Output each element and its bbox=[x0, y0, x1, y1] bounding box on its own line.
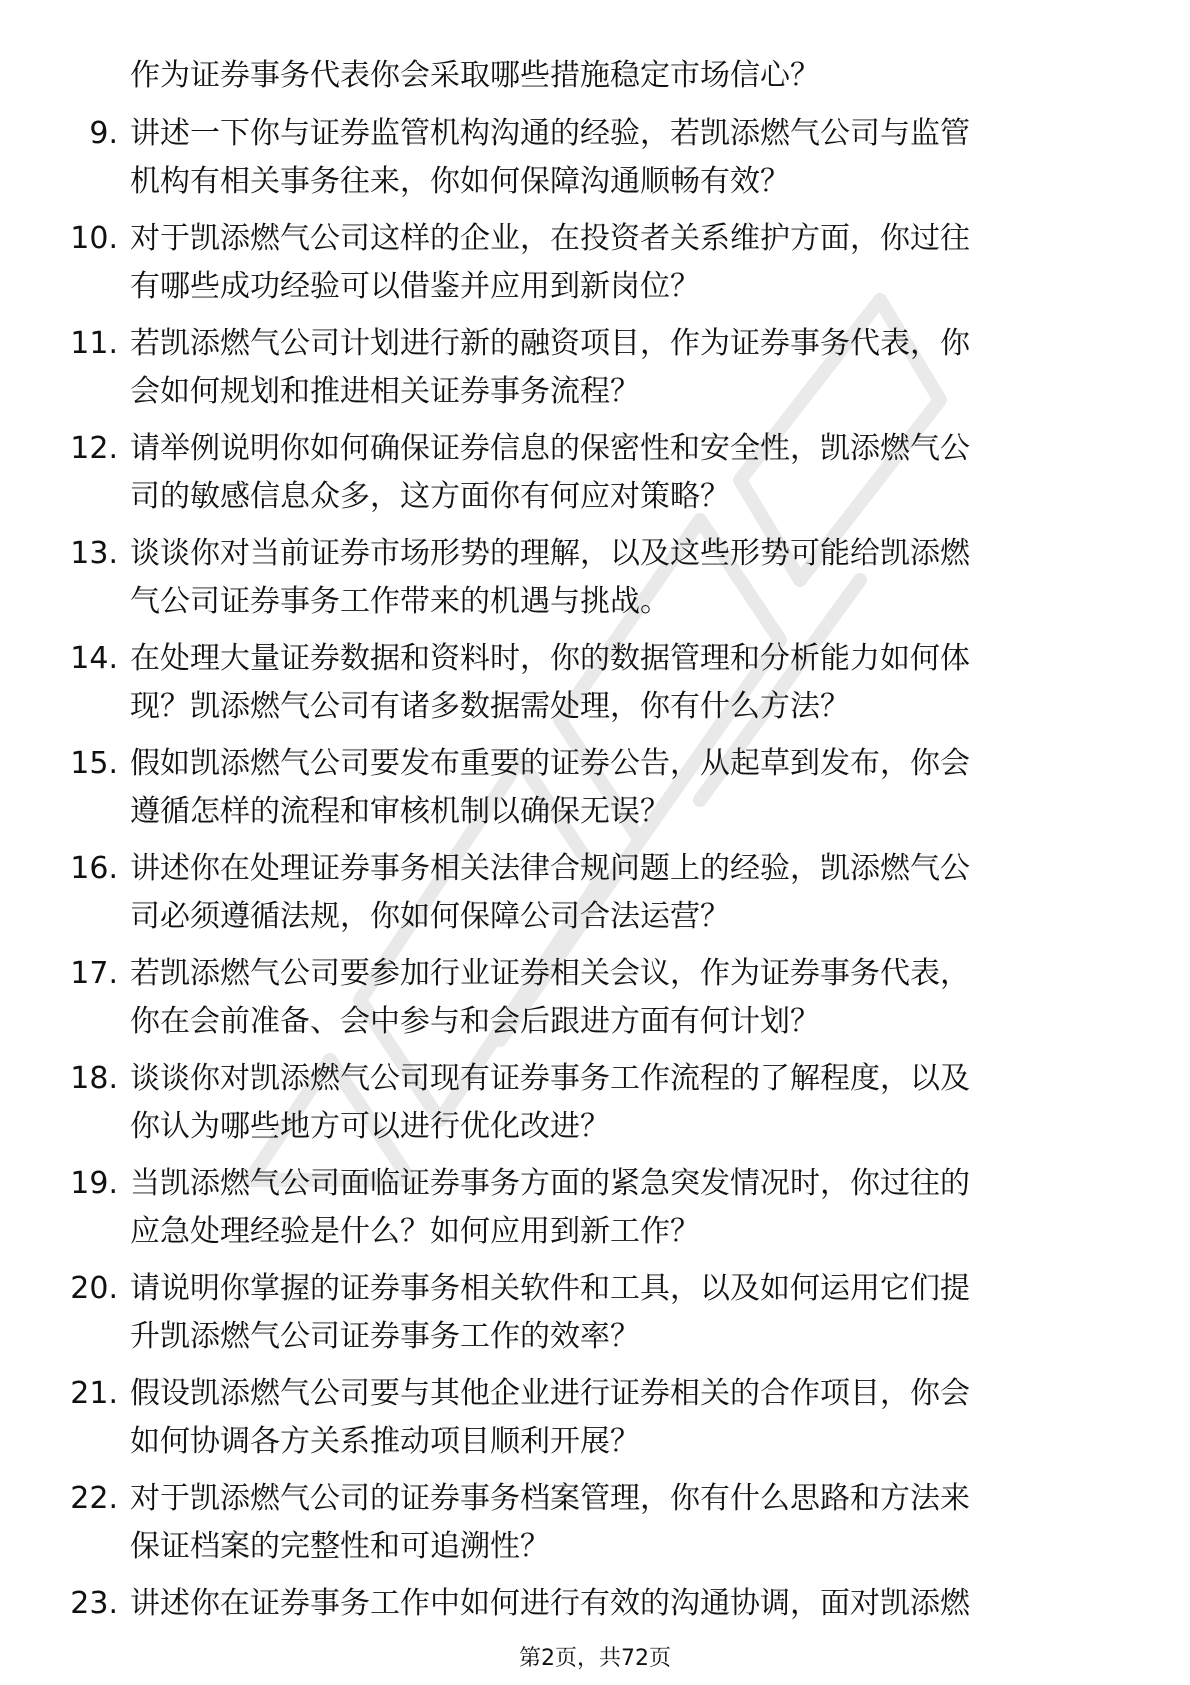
question-item bbox=[0, 215, 1190, 320]
question-line: 在处理大量证券数据和资料时，你的数据管理和分析能力如何体 bbox=[130, 641, 970, 676]
question-text bbox=[130, 320, 1110, 416]
question-item bbox=[0, 320, 1190, 425]
continuation-line: 作为证券事务代表你会采取哪些措施稳定市场信心？ bbox=[130, 58, 820, 93]
question-text bbox=[130, 1370, 1110, 1466]
question-number: 12. bbox=[70, 431, 118, 466]
question-number: 10. bbox=[70, 221, 118, 256]
question-line: 司的敏感信息众多，这方面你有何应对策略？ bbox=[130, 479, 730, 514]
question-number: 17. bbox=[70, 956, 118, 991]
question-text bbox=[130, 1160, 1110, 1256]
question-line: 保证档案的完整性和可追溯性？ bbox=[130, 1529, 550, 1564]
question-number: 22. bbox=[70, 1481, 118, 1516]
question-number: 15. bbox=[70, 746, 118, 781]
question-text bbox=[130, 1055, 1110, 1151]
question-line: 讲述一下你与证券监管机构沟通的经验，若凯添燃气公司与监管 bbox=[130, 116, 970, 151]
question-item bbox=[0, 1475, 1190, 1580]
question-line: 司必须遵循法规，你如何保障公司合法运营？ bbox=[130, 899, 730, 934]
question-item bbox=[0, 1265, 1190, 1370]
question-line: 讲述你在证券事务工作中如何进行有效的沟通协调，面对凯添燃 bbox=[130, 1586, 970, 1621]
question-list bbox=[0, 110, 1190, 1685]
question-text bbox=[130, 110, 1110, 206]
question-item bbox=[0, 1370, 1190, 1475]
question-item bbox=[0, 425, 1190, 530]
question-item bbox=[0, 1055, 1190, 1160]
question-line: 对于凯添燃气公司的证券事务档案管理，你有什么思路和方法来 bbox=[130, 1481, 970, 1516]
question-text bbox=[130, 740, 1110, 836]
question-item bbox=[0, 740, 1190, 845]
question-line: 遵循怎样的流程和审核机制以确保无误？ bbox=[130, 794, 670, 829]
question-number: 18. bbox=[70, 1061, 118, 1096]
question-text bbox=[130, 845, 1110, 941]
question-line: 有哪些成功经验可以借鉴并应用到新岗位？ bbox=[130, 269, 700, 304]
question-number: 21. bbox=[70, 1376, 118, 1411]
question-line: 机构有相关事务往来，你如何保障沟通顺畅有效？ bbox=[130, 164, 790, 199]
question-line: 你在会前准备、会中参与和会后跟进方面有何计划？ bbox=[130, 1004, 820, 1039]
question-text bbox=[130, 635, 1110, 731]
page-footer: 第2页，共72页 bbox=[519, 1646, 671, 1671]
question-line: 若凯添燃气公司要参加行业证券相关会议，作为证券事务代表， bbox=[130, 956, 970, 991]
question-line: 现？凯添燃气公司有诸多数据需处理，你有什么方法？ bbox=[130, 689, 850, 724]
question-number: 14. bbox=[70, 641, 118, 676]
question-text bbox=[130, 1580, 1110, 1628]
question-line: 如何协调各方关系推动项目顺利开展？ bbox=[130, 1424, 640, 1459]
question-item bbox=[0, 110, 1190, 215]
question-line: 升凯添燃气公司证券事务工作的效率？ bbox=[130, 1319, 640, 1354]
question-line: 会如何规划和推进相关证券事务流程？ bbox=[130, 374, 640, 409]
question-item bbox=[0, 635, 1190, 740]
question-text bbox=[130, 1475, 1110, 1571]
question-item bbox=[0, 950, 1190, 1055]
question-line: 请说明你掌握的证券事务相关软件和工具，以及如何运用它们提 bbox=[130, 1271, 970, 1306]
question-number: 16. bbox=[70, 851, 118, 886]
question-line: 对于凯添燃气公司这样的企业，在投资者关系维护方面，你过往 bbox=[130, 221, 970, 256]
question-line: 若凯添燃气公司计划进行新的融资项目，作为证券事务代表，你 bbox=[130, 326, 970, 361]
question-line: 假设凯添燃气公司要与其他企业进行证券相关的合作项目，你会 bbox=[130, 1376, 970, 1411]
question-item bbox=[0, 845, 1190, 950]
question-number: 9. bbox=[89, 116, 118, 151]
question-line: 你认为哪些地方可以进行优化改进？ bbox=[130, 1109, 610, 1144]
question-text bbox=[130, 950, 1110, 1046]
question-item bbox=[0, 530, 1190, 635]
question-line: 谈谈你对凯添燃气公司现有证券事务工作流程的了解程度，以及 bbox=[130, 1061, 970, 1096]
question-number: 11. bbox=[70, 326, 118, 361]
question-number: 23. bbox=[70, 1586, 118, 1621]
question-text bbox=[130, 1265, 1110, 1361]
question-line: 应急处理经验是什么？如何应用到新工作？ bbox=[130, 1214, 700, 1249]
question-line: 当凯添燃气公司面临证券事务方面的紧急突发情况时，你过往的 bbox=[130, 1166, 970, 1201]
question-text bbox=[130, 530, 1110, 626]
question-item bbox=[0, 1160, 1190, 1265]
question-number: 20. bbox=[70, 1271, 118, 1306]
question-number: 19. bbox=[70, 1166, 118, 1201]
question-line: 讲述你在处理证券事务相关法律合规问题上的经验，凯添燃气公 bbox=[130, 851, 970, 886]
question-line: 谈谈你对当前证券市场形势的理解，以及这些形势可能给凯添燃 bbox=[130, 536, 970, 571]
question-line: 假如凯添燃气公司要发布重要的证券公告，从起草到发布，你会 bbox=[130, 746, 970, 781]
question-number: 13. bbox=[70, 536, 118, 571]
question-line: 请举例说明你如何确保证券信息的保密性和安全性，凯添燃气公 bbox=[130, 431, 970, 466]
question-text bbox=[130, 215, 1110, 311]
question-text bbox=[130, 425, 1110, 521]
question-line: 气公司证券事务工作带来的机遇与挑战。 bbox=[130, 584, 670, 619]
